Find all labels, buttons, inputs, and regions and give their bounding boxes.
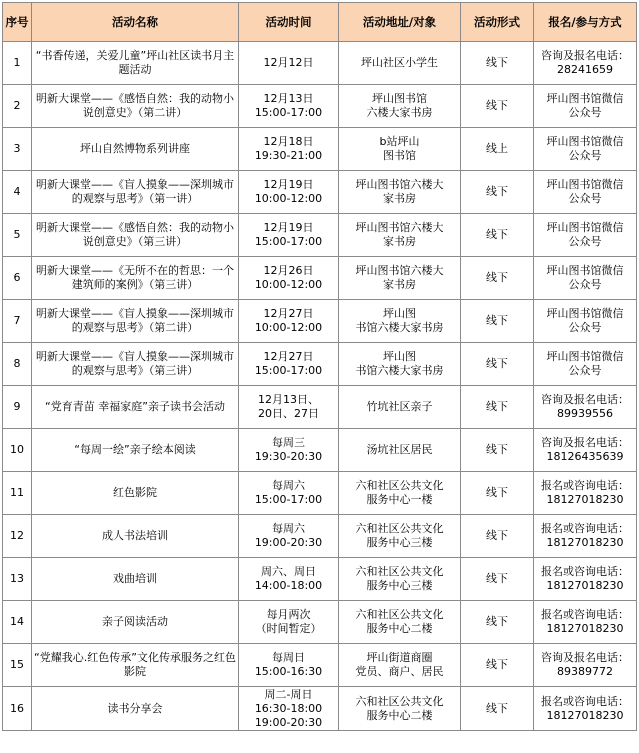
- cell-place: [339, 601, 461, 644]
- cell-activity-name: [32, 42, 239, 85]
- cell-signup-line: 公众号: [568, 192, 602, 205]
- cell-signup: [534, 687, 637, 731]
- cell-signup: [534, 300, 637, 343]
- cell-place: [339, 472, 461, 515]
- cell-place-line: 书馆六楼大家书房: [355, 364, 444, 377]
- activity-table: [2, 2, 637, 731]
- cell-place-line: 坪山图书馆六楼大: [355, 178, 444, 191]
- table-row: [3, 601, 637, 644]
- cell-signup-line: 18127018230: [546, 536, 624, 549]
- cell-time: [239, 343, 339, 386]
- cell-place: [339, 515, 461, 558]
- cell-signup-line: 公众号: [568, 149, 602, 162]
- cell-signup-line: 坪山图书馆微信: [546, 92, 624, 105]
- cell-place: [339, 85, 461, 128]
- cell-place-line: 坪山图书馆六楼大: [355, 264, 444, 277]
- cell-signup-line: 89389772: [557, 665, 613, 678]
- cell-time: [239, 257, 339, 300]
- cell-activity-name: [32, 128, 239, 171]
- table-row: [3, 128, 637, 171]
- cell-seq: 5: [3, 214, 32, 257]
- cell-signup-line: 坪山图书馆微信: [546, 178, 624, 191]
- cell-signup-line: 坪山图书馆微信: [546, 307, 624, 320]
- cell-signup-line: 咨询及报名电话：: [541, 436, 629, 449]
- cell-time-line: 19:00-20:30: [254, 536, 323, 549]
- cell-form: 线下: [461, 85, 534, 128]
- cell-time: [239, 558, 339, 601]
- cell-activity-name: [32, 343, 239, 386]
- cell-time-line: 19:00-20:30: [254, 715, 323, 729]
- cell-time-line: 15:00-16:30: [254, 665, 323, 678]
- cell-place-line: 服务中心三楼: [366, 579, 433, 592]
- table-row: [3, 257, 637, 300]
- cell-place-line: 服务中心一楼: [366, 493, 433, 506]
- cell-place-line: 家书房: [383, 278, 416, 291]
- cell-signup-line: 公众号: [568, 235, 602, 248]
- header-place: 活动地址/对象: [339, 3, 461, 42]
- cell-seq: 15: [3, 644, 32, 687]
- table-row: [3, 515, 637, 558]
- cell-place: [339, 644, 461, 687]
- cell-signup-line: 18126435639: [546, 450, 624, 463]
- cell-time-line: 19:30-21:00: [254, 149, 323, 162]
- cell-place: [339, 429, 461, 472]
- cell-activity-name-text: 明新大课堂——《感悟自然：我的动物小说创意史》（第三讲）: [36, 221, 234, 248]
- cell-place-line: 六和社区公共文化: [355, 565, 444, 578]
- cell-signup-line: 公众号: [568, 278, 602, 291]
- table-row: [3, 42, 637, 85]
- cell-activity-name-text: 读书分享会: [107, 701, 163, 715]
- cell-seq: 12: [3, 515, 32, 558]
- cell-place-line: 图书馆: [383, 149, 416, 162]
- cell-time: [239, 472, 339, 515]
- cell-time: [239, 214, 339, 257]
- cell-signup: [534, 214, 637, 257]
- cell-seq: 1: [3, 42, 32, 85]
- cell-time-line: 15:00-17:00: [254, 235, 323, 248]
- cell-seq: 7: [3, 300, 32, 343]
- cell-time: [239, 300, 339, 343]
- cell-place-line: 党员、商户、居民: [355, 665, 444, 678]
- cell-form: 线下: [461, 515, 534, 558]
- cell-time: [239, 171, 339, 214]
- cell-activity-name: [32, 257, 239, 300]
- cell-place-line: 坪山社区小学生: [361, 56, 438, 69]
- cell-time-line: 每月两次: [266, 608, 311, 621]
- cell-activity-name-text: 红色影院: [113, 486, 157, 499]
- cell-time-line: 12月27日: [263, 307, 314, 320]
- cell-signup: [534, 644, 637, 687]
- cell-activity-name: [32, 558, 239, 601]
- header-form: 活动形式: [461, 3, 534, 42]
- cell-place-line: 坪山图书馆: [372, 92, 427, 105]
- cell-activity-name-text: 戏曲培训: [113, 572, 157, 585]
- cell-activity-name-text: 明新大课堂——《盲人摸象——深圳城市的观察与思考》（第三讲）: [36, 350, 234, 377]
- cell-activity-name-text: 明新大课堂——《无所不在的哲思：一个建筑师的案例》（第三讲）: [36, 264, 234, 291]
- cell-activity-name-text: 坪山自然博物系列讲座: [80, 142, 190, 155]
- cell-signup: [534, 128, 637, 171]
- cell-time-line: 每周三: [272, 436, 305, 449]
- cell-time-line: 20日、27日: [258, 407, 319, 420]
- table-row: [3, 687, 637, 731]
- cell-time: [239, 85, 339, 128]
- cell-time-line: 19:30-20:30: [254, 450, 323, 463]
- cell-place-line: 六楼大家书房: [366, 106, 433, 119]
- cell-signup-line: 报名或咨询电话：: [541, 694, 629, 708]
- cell-signup: [534, 515, 637, 558]
- cell-place-line: 家书房: [383, 192, 416, 205]
- cell-activity-name: [32, 386, 239, 429]
- table-row: [3, 300, 637, 343]
- cell-place-line: 六和社区公共文化: [355, 694, 444, 708]
- cell-activity-name: [32, 687, 239, 731]
- cell-seq: 8: [3, 343, 32, 386]
- cell-seq: 11: [3, 472, 32, 515]
- cell-signup: [534, 343, 637, 386]
- cell-signup-line: 坪山图书馆微信: [546, 135, 624, 148]
- cell-activity-name-text: “党育青苗 幸福家庭”亲子读书会活动: [45, 400, 225, 413]
- cell-time-line: 10:00-12:00: [254, 278, 323, 291]
- cell-seq: 6: [3, 257, 32, 300]
- cell-activity-name-text: 明新大课堂——《盲人摸象——深圳城市的观察与思考》（第二讲）: [36, 307, 234, 334]
- cell-place-line: 坪山图: [383, 350, 416, 363]
- cell-form: 线下: [461, 429, 534, 472]
- cell-signup-line: 18127018230: [546, 579, 624, 592]
- cell-time-line: 12月13日、: [258, 393, 319, 406]
- cell-signup: [534, 42, 637, 85]
- cell-time: [239, 644, 339, 687]
- cell-place: [339, 343, 461, 386]
- table-row: [3, 472, 637, 515]
- cell-signup-line: 18127018230: [546, 622, 624, 635]
- cell-signup-line: 18127018230: [546, 493, 624, 506]
- cell-seq: 2: [3, 85, 32, 128]
- cell-place: [339, 128, 461, 171]
- cell-form: 线下: [461, 257, 534, 300]
- cell-form: 线下: [461, 171, 534, 214]
- cell-seq: 10: [3, 429, 32, 472]
- cell-time-line: 15:00-17:00: [254, 106, 323, 119]
- cell-place-line: 家书房: [383, 235, 416, 248]
- cell-signup: [534, 171, 637, 214]
- cell-activity-name: [32, 171, 239, 214]
- cell-signup-line: 18127018230: [546, 708, 624, 722]
- cell-form: 线下: [461, 687, 534, 731]
- cell-seq: 13: [3, 558, 32, 601]
- table-header-row: [3, 3, 637, 42]
- cell-activity-name-text: 亲子阅读活动: [102, 615, 168, 628]
- cell-place-line: 六和社区公共文化: [355, 522, 444, 535]
- cell-place-line: 服务中心二楼: [366, 622, 433, 635]
- cell-activity-name: [32, 515, 239, 558]
- cell-place: [339, 42, 461, 85]
- cell-time: [239, 429, 339, 472]
- table-row: [3, 386, 637, 429]
- header-name: 活动名称: [32, 3, 239, 42]
- cell-activity-name: [32, 214, 239, 257]
- cell-signup-line: 公众号: [568, 321, 602, 334]
- cell-seq: 3: [3, 128, 32, 171]
- cell-time-line: 15:00-17:00: [254, 493, 323, 506]
- cell-time: [239, 128, 339, 171]
- cell-signup: [534, 386, 637, 429]
- cell-time-line: 12月19日: [263, 178, 314, 191]
- cell-time-line: 15:00-17:00: [254, 364, 323, 377]
- cell-signup: [534, 472, 637, 515]
- cell-place-line: 坪山图书馆六楼大: [355, 221, 444, 234]
- cell-activity-name: [32, 601, 239, 644]
- cell-form: 线下: [461, 601, 534, 644]
- cell-place: [339, 687, 461, 731]
- cell-time-line: 每周六: [272, 522, 305, 535]
- cell-time-line: 12月12日: [263, 56, 314, 69]
- cell-place: [339, 171, 461, 214]
- cell-place-line: 六和社区公共文化: [355, 479, 444, 492]
- cell-signup: [534, 558, 637, 601]
- cell-place-line: b站坪山: [379, 135, 420, 148]
- cell-place-line: 书馆六楼大家书房: [355, 321, 444, 334]
- cell-signup-line: 报名或咨询电话：: [541, 565, 629, 578]
- cell-time-line: 12月18日: [263, 135, 314, 148]
- cell-form: 线下: [461, 644, 534, 687]
- cell-activity-name: [32, 429, 239, 472]
- cell-time-line: （时间暂定）: [255, 622, 322, 635]
- cell-signup-line: 报名或咨询电话：: [541, 608, 629, 621]
- cell-time-line: 每周日: [272, 651, 305, 664]
- cell-place-line: 服务中心三楼: [366, 536, 433, 549]
- cell-time-line: 12月19日: [263, 221, 314, 234]
- cell-time-line: 10:00-12:00: [254, 192, 323, 205]
- cell-signup: [534, 601, 637, 644]
- cell-place-line: 坪山图: [383, 307, 416, 320]
- cell-place-line: 服务中心二楼: [366, 708, 433, 722]
- cell-seq: 9: [3, 386, 32, 429]
- cell-place: [339, 558, 461, 601]
- cell-time-line: 12月13日: [263, 92, 314, 105]
- cell-place-line: 坪山街道商圈: [366, 651, 433, 664]
- cell-signup-line: 咨询及报名电话：: [541, 393, 629, 406]
- cell-signup-line: 坪山图书馆微信: [546, 221, 624, 234]
- cell-time: [239, 386, 339, 429]
- cell-seq: 4: [3, 171, 32, 214]
- cell-form: 线下: [461, 558, 534, 601]
- cell-signup-line: 咨询及报名电话：: [541, 651, 629, 664]
- cell-signup-line: 坪山图书馆微信: [546, 350, 624, 363]
- cell-activity-name-text: 成人书法培训: [102, 529, 168, 542]
- cell-time-line: 16:30-18:00: [254, 701, 323, 715]
- table-row: [3, 558, 637, 601]
- cell-form: 线下: [461, 300, 534, 343]
- cell-place: [339, 214, 461, 257]
- cell-time-line: 周六、周日: [261, 565, 316, 578]
- cell-activity-name: [32, 300, 239, 343]
- cell-form: 线下: [461, 472, 534, 515]
- cell-signup: [534, 429, 637, 472]
- cell-time-line: 12月27日: [263, 350, 314, 363]
- header-signup: 报名/参与方式: [534, 3, 637, 42]
- cell-seq: 14: [3, 601, 32, 644]
- cell-activity-name-text: 明新大课堂——《感悟自然：我的动物小说创意史》（第二讲）: [36, 92, 234, 119]
- table-row: [3, 343, 637, 386]
- cell-activity-name: [32, 644, 239, 687]
- cell-place-line: 汤坑社区居民: [366, 443, 433, 456]
- cell-place-line: 六和社区公共文化: [355, 608, 444, 621]
- cell-time-line: 12月26日: [263, 264, 314, 277]
- cell-signup-line: 报名或咨询电话：: [541, 479, 629, 492]
- cell-place-line: 竹坑社区亲子: [366, 400, 433, 413]
- cell-form: 线下: [461, 42, 534, 85]
- cell-activity-name-text: “书香传递，关爱儿童”坪山社区读书月主题活动: [35, 49, 235, 76]
- cell-signup-line: 咨询及报名电话：: [541, 49, 629, 62]
- cell-time: [239, 515, 339, 558]
- cell-time-line: 每周六: [272, 479, 305, 492]
- cell-activity-name-text: “每周一绘”亲子绘本阅读: [74, 443, 196, 456]
- cell-activity-name-text: “党耀我心.红色传承”文化传承服务之红色影院: [34, 651, 236, 678]
- table-row: [3, 171, 637, 214]
- cell-signup: [534, 257, 637, 300]
- cell-seq: 16: [3, 687, 32, 731]
- table-row: [3, 85, 637, 128]
- header-seq: 序号: [3, 3, 32, 42]
- cell-signup-line: 89939556: [557, 407, 613, 420]
- cell-signup-line: 报名或咨询电话：: [541, 522, 629, 535]
- cell-place: [339, 300, 461, 343]
- cell-activity-name: [32, 85, 239, 128]
- cell-place: [339, 257, 461, 300]
- cell-form: 线下: [461, 386, 534, 429]
- cell-form: 线下: [461, 343, 534, 386]
- cell-time-line: 14:00-18:00: [254, 579, 323, 592]
- cell-signup-line: 坪山图书馆微信: [546, 264, 624, 277]
- cell-activity-name: [32, 472, 239, 515]
- cell-time: [239, 42, 339, 85]
- table-row: [3, 429, 637, 472]
- cell-time: [239, 601, 339, 644]
- cell-signup-line: 公众号: [568, 364, 602, 377]
- cell-place: [339, 386, 461, 429]
- table-row: [3, 644, 637, 687]
- header-time: 活动时间: [239, 3, 339, 42]
- cell-form: 线下: [461, 214, 534, 257]
- cell-activity-name-text: 明新大课堂——《盲人摸象——深圳城市的观察与思考》（第一讲）: [36, 178, 234, 205]
- table-row: [3, 214, 637, 257]
- cell-time-line: 10:00-12:00: [254, 321, 323, 334]
- cell-time-line: 周二-周日: [264, 687, 313, 701]
- cell-signup-line: 28241659: [557, 63, 613, 76]
- cell-form: 线上: [461, 128, 534, 171]
- cell-signup: [534, 85, 637, 128]
- cell-time: [239, 687, 339, 731]
- cell-signup-line: 公众号: [568, 106, 602, 119]
